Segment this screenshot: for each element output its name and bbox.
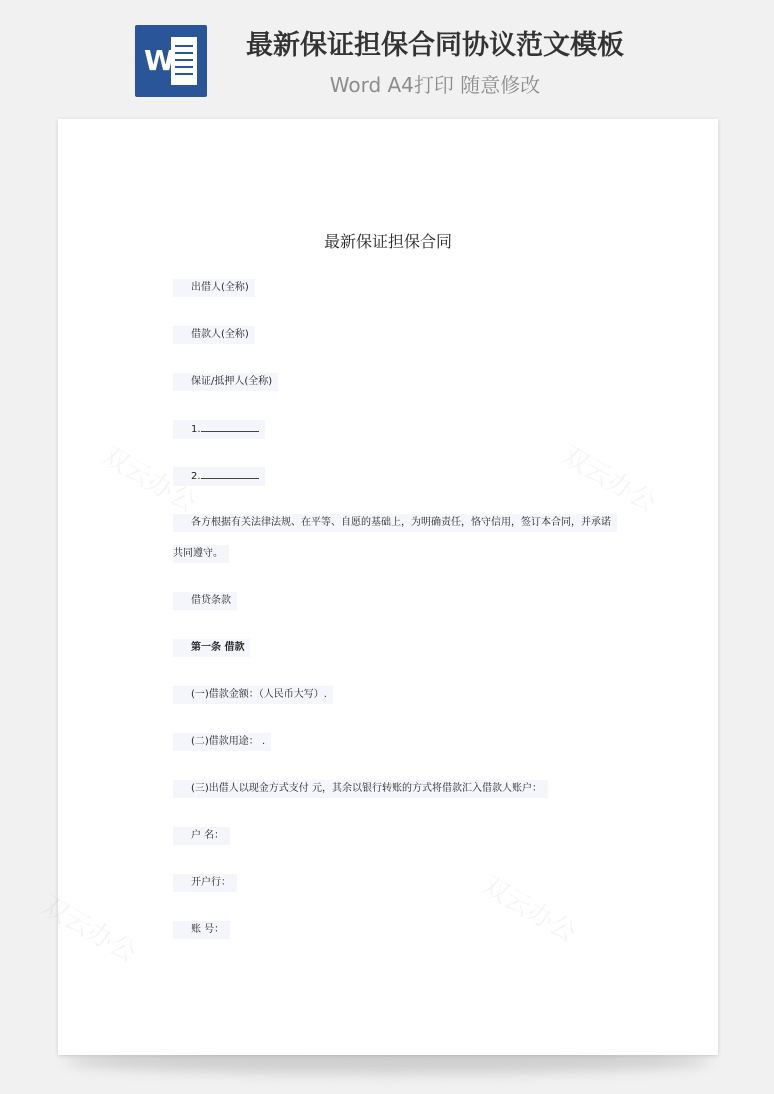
section-heading — [173, 592, 237, 610]
item-2-line — [173, 733, 271, 751]
account-number-label: 账 号： — [173, 921, 230, 939]
document-page — [58, 119, 718, 1055]
document-title: 最新保证担保合同 — [323, 232, 452, 251]
borrower-line — [173, 326, 255, 344]
bank-label: 开户行： — [173, 874, 237, 892]
lender-label: 出借人(全称) — [173, 279, 255, 297]
guarantor-1-line — [173, 420, 265, 439]
item-3-line — [173, 780, 548, 798]
item-1-line — [173, 686, 333, 704]
guarantor-1-field — [173, 420, 265, 439]
guarantor-2-field — [173, 467, 265, 486]
guarantor-2-number: 2. — [191, 471, 201, 482]
guarantor-2-line — [173, 467, 265, 486]
watermark — [476, 865, 585, 949]
lender-line — [173, 279, 255, 297]
preamble-text-2: 共同遵守。 — [173, 545, 229, 563]
preamble-line-1 — [173, 514, 617, 532]
word-logo-icon — [135, 25, 207, 97]
loan-purpose-label: (二)借款用途： . — [173, 733, 271, 751]
fill-blank — [201, 420, 259, 432]
watermark — [556, 435, 665, 519]
banner-title: 最新保证担保合同协议范文模板 — [246, 30, 624, 61]
article-heading — [173, 639, 250, 657]
guarantor-1-number: 1. — [191, 424, 201, 435]
watermark — [36, 885, 145, 969]
account-number-line — [173, 921, 230, 939]
loan-amount-label: (一)借款金额：（人民币大写）. — [173, 686, 333, 704]
section-label: 借贷条款 — [173, 592, 237, 610]
article-1-label: 第一条 借款 — [173, 639, 250, 657]
account-name-line — [173, 827, 230, 845]
guarantor-line — [173, 373, 278, 391]
template-banner — [0, 0, 774, 112]
guarantor-label: 保证/抵押人(全称) — [173, 373, 278, 391]
banner-subtitle: Word A4打印 随意修改 — [329, 73, 541, 97]
preamble-text-1: 各方根据有关法律法规、在平等、自愿的基础上，为明确责任，恪守信用，签订本合同，并承诺 — [173, 514, 617, 532]
bank-line — [173, 874, 237, 892]
preamble-line-2 — [173, 545, 229, 563]
word-logo-letter: W — [144, 44, 175, 77]
account-name-label: 户 名： — [173, 827, 230, 845]
payment-method-label: (三)出借人以现金方式支付 元，其余以银行转账的方式将借款汇入借款人账户： — [173, 780, 548, 798]
borrower-label: 借款人(全称) — [173, 326, 255, 344]
fill-blank — [201, 467, 259, 479]
